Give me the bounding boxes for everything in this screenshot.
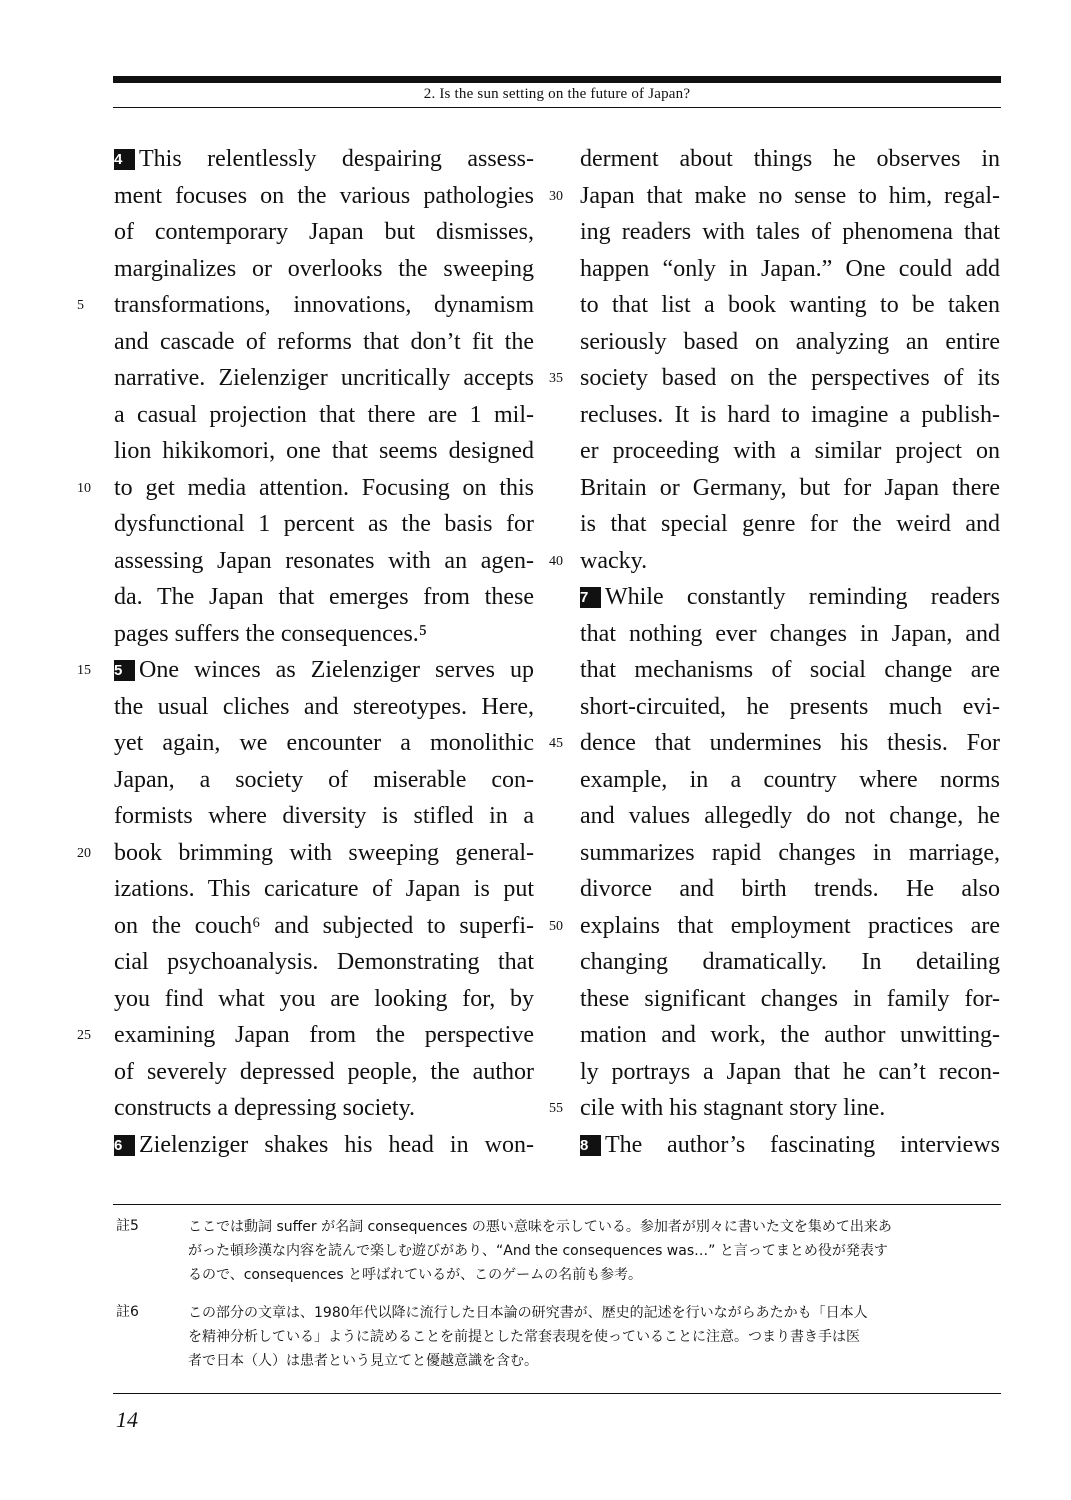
line-text: constructs a depressing society. [114,1095,416,1121]
text-line [580,433,1000,470]
footnote-rule [113,1204,1001,1205]
text-line [114,762,534,799]
header-rule-thick [113,76,1001,83]
text-line [580,835,1000,872]
line-number: 55 [549,1101,563,1116]
text-line [580,506,1000,543]
line-text: is that special genre for the weird and [580,511,1000,537]
line-text: da. The Japan that emerges from these [114,584,534,610]
text-line [580,981,1000,1018]
paragraph-number-badge: 7 [580,587,601,608]
line-text: that mechanisms of social change are [580,657,1000,683]
line-text: cial psychoanalysis. Demonstrating that [114,949,534,975]
line-text: changing dramatically. In detailing [580,949,1000,975]
text-line [580,725,1000,762]
line-text: happen “only in Japan.” One could add [580,255,1000,282]
line-number: 30 [549,188,563,204]
line-text: This relentlessly despairing assess- [139,146,534,172]
text-line [114,579,534,616]
text-line [114,543,534,580]
line-text: on the couch⁶ and subjected to superfi- [114,912,534,939]
text-line [580,543,1000,580]
text-line [114,908,534,945]
line-text: to get media attention. Focusing on this [114,474,534,501]
line-text: of contemporary Japan but dismisses, [114,219,534,245]
line-number: 45 [549,736,563,751]
line-text: divorce and birth trends. He also [580,876,1000,902]
line-text: formists where diversity is stifled in a [114,803,534,829]
line-number: 20 [77,845,91,861]
line-text: and values allegedly do not change, he [580,803,1000,829]
footer-rule [113,1393,1001,1394]
text-line [580,616,1000,653]
line-text: recluses. It is hard to imagine a publish- [580,401,1000,428]
line-text: While constantly reminding readers [605,584,1000,610]
text-line [114,214,534,251]
line-text: One winces as Zielenziger serves up [139,657,534,683]
line-text: Japan, a society of miserable con- [114,766,534,793]
line-text: ing readers with tales of phenomena that [580,219,1000,245]
text-line [580,689,1000,726]
text-line [580,871,1000,908]
line-text: er proceeding with a similar project on [580,438,1000,464]
footnote-label: 註5 [116,1218,139,1234]
line-text: short-circuited, he presents much evi- [580,693,1000,720]
line-text: dysfunctional 1 percent as the basis for [114,511,534,537]
line-text: society based on the perspectives of its [580,365,1000,391]
text-line [114,798,534,835]
text-line [580,762,1000,799]
page-number: 14 [116,1407,138,1432]
line-text: Japan that make no sense to him, regal- [580,182,1000,209]
text-line [580,652,1000,689]
footnote-line: ここでは動詞 suffer が名詞 consequences の悪い意味を示している。参加者が別々に書いた文を集めて出来あ [188,1219,892,1235]
text-line [580,1090,1000,1127]
text-line [114,652,534,689]
footnote-line: るので、consequences と呼ばれているが、このゲームの名前も参考。 [188,1267,643,1283]
text-line [580,178,1000,215]
line-number: 15 [77,663,91,678]
text-line [114,1127,534,1164]
line-text: you find what you are looking for, by [114,985,534,1012]
line-text: these significant changes in family for- [580,985,1000,1012]
text-line [580,251,1000,288]
text-line [580,470,1000,507]
paragraph-number-badge: 6 [114,1135,135,1156]
line-text: pages suffers the consequences.⁵ [114,620,428,647]
line-text: ment focuses on the various pathologies [114,182,534,209]
line-text: transformations, innovations, dynamism [114,292,534,318]
text-line [114,251,534,288]
text-line [114,725,534,762]
footnote-label: 註6 [116,1304,139,1320]
footnote-line: 者で日本（人）は患者という見立てと優越意識を含む。 [188,1353,538,1369]
line-text: to that list a book wanting to be taken [580,292,1000,318]
line-number: 35 [549,371,563,386]
footnote-line: がった頓珍漢な内容を読んで楽しむ遊びがあり、“And the consequences was…” と言ってまとめ役が発表す [188,1243,888,1259]
text-line [114,178,534,215]
text-line [580,360,1000,397]
text-line [580,798,1000,835]
line-text: example, in a country where norms [580,766,1000,793]
text-line [114,871,534,908]
footnote-line: を精神分析している」ように読めることを前提とした常套表現を使っていることに注意。つまり書き手は医 [188,1329,860,1345]
text-line [114,1090,534,1127]
line-text: The author’s fascinating interviews [605,1131,1000,1158]
line-text: ly portrays a Japan that he can’t recon- [580,1058,1000,1085]
text-line [580,908,1000,945]
line-text: examining Japan from the perspective [114,1022,534,1048]
line-text: dence that undermines his thesis. For [580,730,1000,756]
text-line [580,324,1000,361]
line-number: 40 [549,553,563,569]
paragraph-number-badge: 4 [114,149,135,170]
line-text: seriously based on analyzing an entire [580,328,1000,355]
text-line [114,835,534,872]
text-line [114,360,534,397]
line-text: marginalizes or overlooks the sweeping [114,255,534,282]
line-text: izations. This caricature of Japan is put [114,876,534,902]
line-text: book brimming with sweeping general- [114,839,534,866]
text-line [114,616,534,653]
text-line [580,944,1000,981]
running-head: 2. Is the sun setting on the future of Japan? [423,86,691,102]
line-text: wacky. [580,547,648,574]
line-text: cile with his stagnant story line. [580,1095,886,1121]
line-text: Britain or Germany, but for Japan there [580,474,1000,501]
text-line [580,1054,1000,1091]
line-text: assessing Japan resonates with an agen- [114,547,534,574]
text-line [580,1127,1000,1164]
line-text: mation and work, the author unwitting- [580,1022,1000,1048]
line-text: lion hikikomori, one that seems designed [114,438,534,464]
line-text: Zielenziger shakes his head in won- [139,1131,534,1158]
line-text: that nothing ever changes in Japan, and [580,620,1000,647]
line-number: 25 [77,1028,91,1043]
text-line [114,433,534,470]
line-text: the usual cliches and stereotypes. Here, [114,693,534,720]
footnote-body [188,1301,1003,1373]
header-rule-thin [113,107,1001,108]
line-text: and cascade of reforms that don’t fit the [114,328,534,355]
text-line [114,689,534,726]
line-number: 10 [77,480,91,496]
text-line [114,141,534,178]
paragraph-number-badge: 5 [114,660,135,681]
text-line [114,506,534,543]
line-text: derment about things he observes in [580,146,1000,172]
footnote-line: この部分の文章は、1980年代以降に流行した日本論の研究書が、歴史的記述を行いながらあたかも「日本人 [188,1305,868,1321]
text-line [114,981,534,1018]
line-text: a casual projection that there are 1 mil- [114,401,534,428]
text-line [580,579,1000,616]
right-column [580,141,1000,1163]
text-line [114,397,534,434]
text-line [114,944,534,981]
text-line [114,287,534,324]
line-number: 5 [77,298,84,313]
line-text: explains that employment practices are [580,912,1000,939]
line-text: yet again, we encounter a monolithic [114,730,534,756]
text-line [114,470,534,507]
line-text: summarizes rapid changes in marriage, [580,839,1000,866]
text-line [114,1017,534,1054]
text-line [580,214,1000,251]
text-line [114,1054,534,1091]
line-number: 50 [549,918,563,934]
footnote-body [188,1215,1003,1287]
left-column [114,141,534,1163]
text-line [580,141,1000,178]
paragraph-number-badge: 8 [580,1135,601,1156]
line-text: of severely depressed people, the author [114,1058,534,1085]
text-line [114,324,534,361]
text-line [580,287,1000,324]
text-line [580,1017,1000,1054]
line-text: narrative. Zielenziger uncritically accepts [114,365,534,391]
text-line [580,397,1000,434]
